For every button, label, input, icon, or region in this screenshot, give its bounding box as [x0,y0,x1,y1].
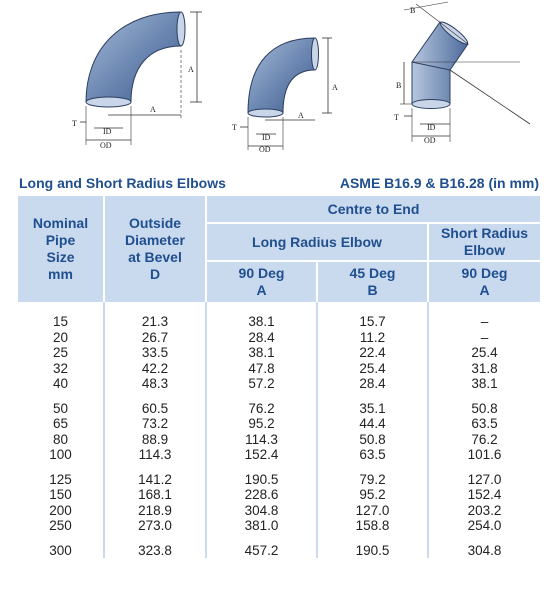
cell-outside: 218.9 [104,503,206,519]
label-a-2: A [150,105,156,114]
table-row [18,361,540,377]
header-lr45-line-2: B [367,282,378,298]
header-nominal-line-3: Size [46,249,75,265]
table-row [18,345,540,361]
cell-lr90: 38.1 [206,302,317,330]
header-outside-line-4: D [149,266,161,282]
cell-sr90: 101.6 [428,447,540,463]
cell-lr90: 57.2 [206,376,317,392]
cell-outside: 48.3 [104,376,206,392]
cell-sr90: 304.8 [428,534,540,559]
header-nominal-pipe-size [18,196,104,302]
cell-sr90: 63.5 [428,416,540,432]
cell-sr90: 203.2 [428,503,540,519]
table-row [18,416,540,432]
table-row [18,432,540,448]
label-b: B [396,81,402,90]
label-od: OD [100,141,112,150]
cell-nominal: 125 [49,471,72,487]
cell-nominal: 65 [52,416,69,431]
table-row [18,302,540,330]
cell-sr90: 38.1 [428,376,540,392]
label-od-sr: OD [259,145,271,154]
cell-outside: 88.9 [104,432,206,448]
cell-lr45: 127.0 [317,503,428,519]
label-id-sr: ID [262,133,271,142]
header-outside-line-2: Diameter [125,232,185,248]
header-sr-90-deg [428,261,540,302]
table-row [18,463,540,488]
label-a-sr-2: A [298,111,304,120]
cell-outside: 42.2 [104,361,206,377]
cell-outside: 141.2 [104,463,206,488]
header-short-radius-line-2: Elbow [463,242,506,258]
cell-nominal: 300 [49,542,72,558]
cell-lr45: 63.5 [317,447,428,463]
cell-sr90: 25.4 [428,345,540,361]
cell-outside: 73.2 [104,416,206,432]
cell-sr90: 152.4 [428,487,540,503]
cell-outside: 114.3 [104,447,206,463]
standard-label: ASME B16.9 & B16.28 (in mm) [339,175,539,191]
cell-sr90: 254.0 [428,518,540,534]
cell-lr90: 457.2 [206,534,317,559]
cell-lr45: 35.1 [317,392,428,417]
cell-lr45: 190.5 [317,534,428,559]
short-radius-elbow-diagram [232,38,338,154]
cell-lr90: 190.5 [206,463,317,488]
header-nominal-line-4: mm [48,266,73,282]
header-lr45-line-1: 45 Deg [349,265,396,281]
cell-lr45: 50.8 [317,432,428,448]
elbow-diagrams [0,0,555,165]
table-title: Long and Short Radius Elbows [19,175,226,191]
cell-lr45: 15.7 [317,302,428,330]
cell-lr45: 22.4 [317,345,428,361]
header-lr90-line-2: A [256,282,267,298]
cell-lr45: 11.2 [317,330,428,346]
cell-nominal: 32 [52,360,69,376]
cell-sr90: – [428,302,540,330]
cell-lr90: 152.4 [206,447,317,463]
cell-lr90: 38.1 [206,345,317,361]
label-a: A [188,65,194,74]
header-long-radius-elbow: Long Radius Elbow [206,223,428,261]
long-radius-elbow-diagram [72,12,202,150]
dimensions-table [18,196,540,558]
label-a-sr: A [332,83,338,92]
label-t: T [72,119,77,128]
cell-lr45: 44.4 [317,416,428,432]
label-id-45: ID [427,123,436,132]
cell-nominal: 250 [49,518,72,533]
table-body [18,302,540,558]
header-short-radius-elbow [428,223,540,261]
table-row [18,447,540,463]
cell-nominal: 50 [52,400,69,416]
table-row [18,330,540,346]
cell-lr90: 28.4 [206,330,317,346]
elbow-45-diagram [394,2,530,145]
header-nominal-line-2: Pipe [45,232,76,248]
cell-sr90: 31.8 [428,361,540,377]
dimensions-table-wrapper [18,196,540,594]
cell-nominal: 20 [52,329,69,345]
cell-nominal: 80 [52,431,69,447]
cell-sr90: – [428,330,540,346]
cell-lr90: 47.8 [206,361,317,377]
header-outside-diameter [104,196,206,302]
table-row [18,503,540,519]
cell-lr90: 304.8 [206,503,317,519]
cell-nominal: 200 [49,502,72,518]
cell-outside: 323.8 [104,534,206,559]
cell-sr90: 50.8 [428,392,540,417]
header-nominal-line-1: Nominal [32,215,89,231]
table-row [18,487,540,503]
cell-outside: 21.3 [104,302,206,330]
table-row [18,376,540,392]
header-outside-line-1: Outside [128,215,182,231]
cell-outside: 60.5 [104,392,206,417]
header-sr90-line-1: 90 Deg [461,265,508,281]
cell-nominal: 100 [49,447,72,462]
cell-outside: 33.5 [104,345,206,361]
cell-lr90: 114.3 [206,432,317,448]
table-row [18,392,540,417]
header-outside-line-3: at Bevel [128,249,182,265]
header-lr-90-deg [206,261,317,302]
cell-lr45: 25.4 [317,361,428,377]
label-t-45: T [394,113,399,122]
cell-lr90: 76.2 [206,392,317,417]
cell-outside: 26.7 [104,330,206,346]
cell-lr45: 28.4 [317,376,428,392]
cell-nominal: 150 [49,487,72,502]
cell-lr90: 381.0 [206,518,317,534]
table-heading [0,175,555,197]
label-od-45: OD [424,136,436,145]
header-sr90-line-2: A [479,282,490,298]
cell-nominal: 25 [52,345,69,360]
cell-nominal: 15 [52,314,69,329]
table-row [18,534,540,559]
label-b-top: B [410,6,416,15]
cell-lr45: 158.8 [317,518,428,534]
header-lr-45-deg [317,261,428,302]
cell-outside: 273.0 [104,518,206,534]
cell-lr45: 95.2 [317,487,428,503]
table-row [18,518,540,534]
cell-sr90: 76.2 [428,432,540,448]
cell-lr90: 228.6 [206,487,317,503]
cell-sr90: 127.0 [428,463,540,488]
cell-lr90: 95.2 [206,416,317,432]
header-centre-to-end: Centre to End [206,196,540,223]
cell-outside: 168.1 [104,487,206,503]
label-t-sr: T [232,123,237,132]
header-short-radius-line-1: Short Radius [440,225,529,241]
cell-lr45: 79.2 [317,463,428,488]
label-id: ID [103,127,112,136]
header-lr90-line-1: 90 Deg [238,265,285,281]
cell-nominal: 40 [52,376,69,391]
